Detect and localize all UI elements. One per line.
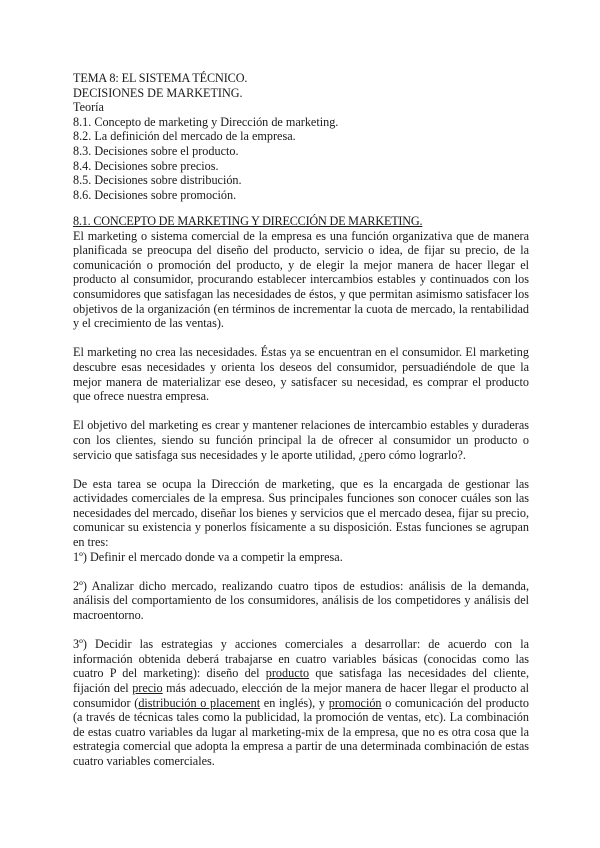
document-subtitle: DECISIONES DE MARKETING. (73, 85, 243, 100)
step-3-text: 3º) Decidir las estrategias y acciones comerciales a desarrollar: de acuerdo con la información obtenida deberá trabajarse en cuatro variables básicas (conocidas como las cuatro P del marketing): diseño del (73, 637, 529, 681)
term-producto: producto (265, 666, 310, 681)
paragraph-definition: El marketing o sistema comercial de la empresa es una función organizativa que de manera planificada se preocupa del diseño del producto, servicio o idea, de fijar su precio, de la comunicación o promoción del producto, y de elegir la mejor manera de hacer llegar el producto al consumidor, procurando establecer intercambios estables y continuados con los consumidores que satisfagan las necesidades de éstos, y que permitan asimismo satisfacer los objetivos de la organización (en términos de incrementar la cuota de mercado, la rentabilidad y el crecimiento de las ventas). (73, 228, 529, 331)
step-3 (73, 637, 529, 768)
toc-item: 8.2. La definición del mercado de la empresa. (73, 129, 296, 144)
step-1: 1º) Definir el mercado donde va a competir la empresa. (73, 549, 343, 564)
term-precio: precio (132, 681, 163, 695)
paragraph-objective: El objetivo del marketing es crear y mantener relaciones de intercambio estables y duraderas con los clientes, siendo su función principal la de ofrecer al consumidor un producto o servicio que satisfaga sus necesidades y le aporte utilidad, ¿pero cómo lograrlo?. (73, 418, 529, 462)
table-of-contents (73, 71, 533, 202)
toc-item: 8.3. Decisiones sobre el producto. (73, 143, 239, 158)
step-3-text: o comunicación del producto (a través de técnicas tales como la publicidad, la promoción de ventas, etc). La combinación de estas cuatro variables da lugar al marketing-mix de la empresa, que no es otra cosa que la estrategia comercial que adopta la empresa a partir de una determinada combinación de estas cuatro variables comerciales. (73, 695, 529, 768)
term-promocion: promoción (328, 695, 382, 710)
toc-item: 8.5. Decisiones sobre distribución. (73, 173, 242, 188)
toc-label: Teoría (73, 100, 104, 115)
section-content (73, 214, 529, 769)
paragraph-needs: El marketing no crea las necesidades. Éstas ya se encuentran en el consumidor. El marketing descubre esas necesidades y orienta los deseos del consumidor, persuadiéndole de que la mejor manera de materializar ese deseo, y satisfacer su necesidad, es comprar el producto que ofrece nuestra empresa. (73, 345, 529, 404)
step-3-text: más adecuado, elección de la mejor manera de hacer llegar el producto al consumidor ( (73, 681, 529, 710)
paragraph-marketing-direction: De esta tarea se ocupa la Dirección de marketing, que es la encargada de gestionar las actividades comerciales de la empresa. Sus principales funciones son conocer cuáles son las necesidades del mercado, diseñar los bienes y servicios que el mercado desea, fijar su precio, comunicar su existencia y ponerlos físicamente a su disposición. Estas funciones se agrupan en tres: (73, 476, 529, 550)
toc-item: 8.6. Decisiones sobre promoción. (73, 187, 237, 202)
term-distribucion: distribución o placement (138, 695, 261, 710)
section-heading: 8.1. CONCEPTO DE MARKETING Y DIRECCIÓN DE MARKETING. (73, 214, 423, 228)
step-2: 2º) Analizar dicho mercado, realizando cuatro tipos de estudios: análisis de la demanda, análisis del comportamiento de los consumidores, análisis de los competidores y análisis del macroentorno. (73, 578, 529, 623)
toc-item: 8.1. Concepto de marketing y Dirección de marketing. (73, 114, 339, 129)
toc-item: 8.4. Decisiones sobre precios. (73, 158, 219, 173)
step-3-text: que satisfaga las necesidades del cliente, fijación del (73, 666, 530, 695)
document-title: TEMA 8: EL SISTEMA TÉCNICO. (73, 71, 248, 85)
step-3-text: en inglés), y (260, 695, 329, 710)
